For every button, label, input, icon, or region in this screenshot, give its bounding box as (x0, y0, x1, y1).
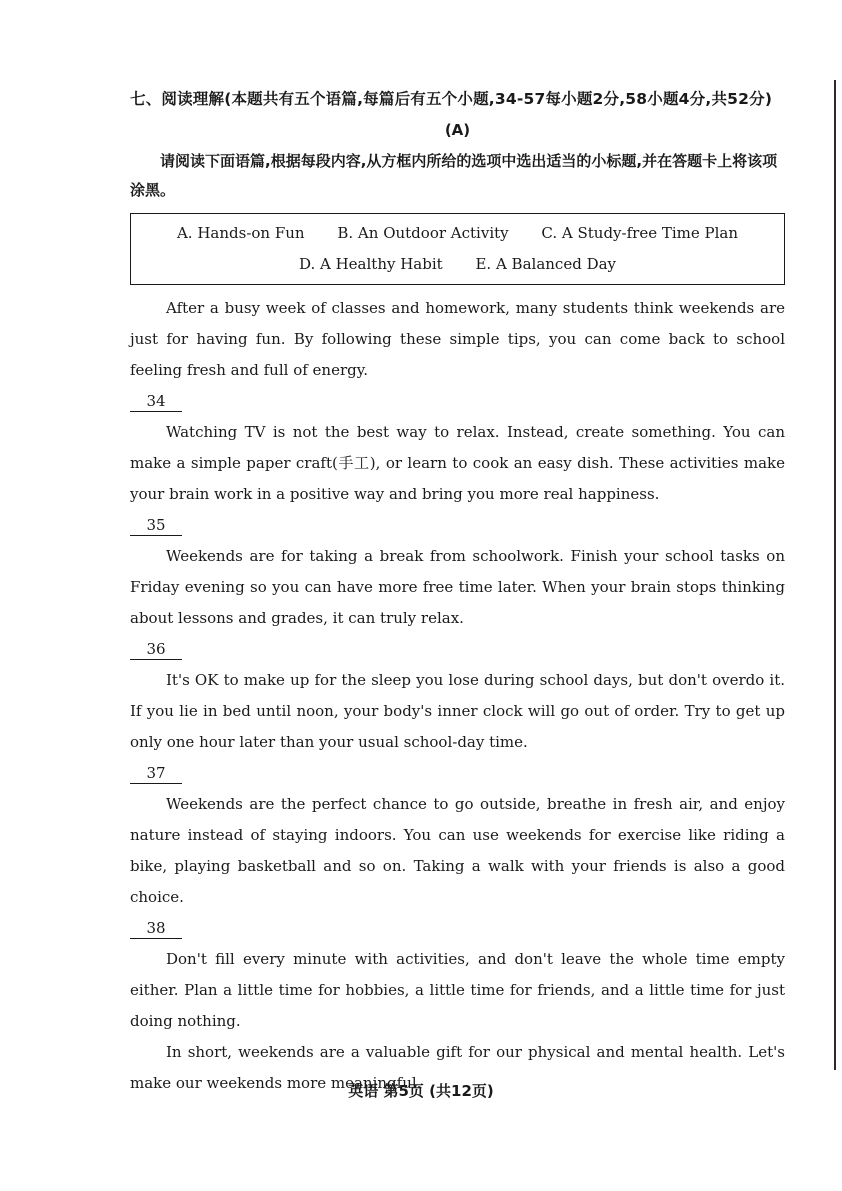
blank-35 (130, 510, 785, 541)
option-d: D. A Healthy Habit (298, 255, 443, 273)
blank-38-number: 38 (130, 918, 182, 939)
paragraph-36: It's OK to make up for the sleep you lose during school days, but don't overdo it. If you lie in bed until noon, your body's inner clock will go out of order. Try to get up only one hour later than your usual school-day time. (130, 671, 785, 751)
options-box (130, 213, 785, 285)
paragraph-34: Watching TV is not the best way to relax. Instead, create something. You can make a simple paper craft(手工), or learn to cook an easy dish. These activities make your brain work in a positive way and bring you more real happiness. (130, 423, 785, 503)
blank-34 (130, 386, 785, 417)
margin-rule (834, 80, 836, 1070)
option-c: C. A Study-free Time Plan (541, 224, 739, 242)
passage-label: (A) (444, 121, 471, 139)
conclusion-paragraph: In short, weekends are a valuable gift for our physical and mental health. Let's make our weekends more meaningful. (130, 1043, 785, 1092)
options-row-2 (141, 249, 774, 280)
paragraph-37: Weekends are the perfect chance to go outside, breathe in fresh air, and enjoy nature instead of staying indoors. You can use weekends for exercise like riding a bike, playing basketball and so on. Taking a walk with your friends is also a good choice. (130, 795, 785, 906)
paragraph-38: Don't fill every minute with activities, and don't leave the whole time empty either. Plan a little time for hobbies, a little time for friends, and a little time for just doing nothing. (130, 950, 785, 1030)
intro-paragraph: After a busy week of classes and homework, many students think weekends are just for having fun. By following these simple tips, you can come back to school feeling fresh and full of energy. (130, 299, 785, 379)
section-title: 七、阅读理解(本题共有五个语篇,每篇后有五个小题,34-57每小题2分,58小题4分,共52分) (130, 90, 773, 108)
options-row-1 (141, 218, 774, 249)
blank-35-number: 35 (130, 515, 182, 536)
blank-36 (130, 634, 785, 665)
exam-page (130, 84, 785, 1099)
option-e: E. A Balanced Day (475, 255, 617, 273)
blank-37 (130, 758, 785, 789)
blank-38 (130, 913, 785, 944)
instructions: 请阅读下面语篇,根据每段内容,从方框内所给的选项中选出适当的小标题,并在答题卡上将该项涂黑。 (130, 152, 778, 199)
option-b: B. An Outdoor Activity (337, 224, 509, 242)
blank-37-number: 37 (130, 763, 182, 784)
page-footer: 英语 第5页 (共12页) (348, 1082, 494, 1100)
blank-36-number: 36 (130, 639, 182, 660)
option-a: A. Hands-on Fun (176, 224, 305, 242)
paragraph-35: Weekends are for taking a break from schoolwork. Finish your school tasks on Friday evening so you can have more free time later. When your brain stops thinking about lessons and grades, it can truly relax. (130, 547, 785, 627)
blank-34-number: 34 (130, 391, 182, 412)
